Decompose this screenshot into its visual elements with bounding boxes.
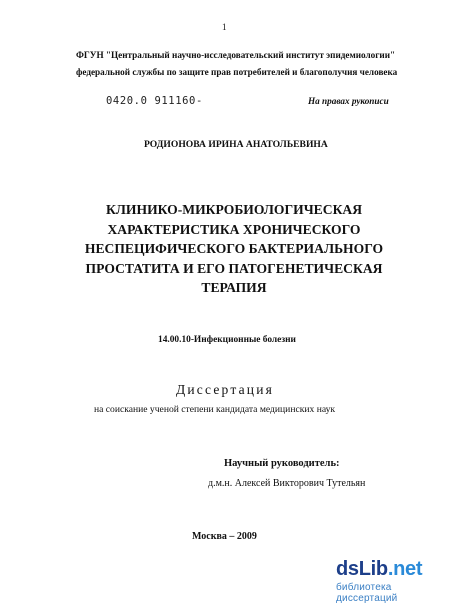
title-line: НЕСПЕЦИФИЧЕСКОГО БАКТЕРИАЛЬНОГО bbox=[84, 241, 384, 256]
watermark-subtitle: библиотека диссертаций bbox=[336, 582, 398, 604]
title-line: ПРОСТАТИТА И ЕГО ПАТОГЕНЕТИЧЕСКАЯ bbox=[85, 260, 383, 276]
watermark-logo-lib: Lib bbox=[358, 558, 388, 580]
institution-line-1: ФГУН "Центральный научно-исследовательский институт эпидемиологии" bbox=[76, 50, 396, 60]
title-line: ХАРАКТЕРИСТИКА ХРОНИЧЕСКОГО bbox=[107, 221, 361, 237]
author-name: РОДИОНОВА ИРИНА АНАТОЛЬЕВИНА bbox=[144, 139, 328, 150]
degree-description: на соискание ученой степени кандидата медицинских наук bbox=[94, 404, 336, 415]
watermark-logo-text bbox=[336, 558, 422, 580]
rights-note: На правах рукописи bbox=[308, 96, 389, 106]
specialty-code: 14.00.10-Инфекционные болезни bbox=[158, 335, 296, 345]
dissertation-title bbox=[84, 200, 384, 298]
supervisor-name: д.м.н. Алексей Викторович Тутельян bbox=[208, 478, 366, 489]
dslib-watermark-logo bbox=[336, 558, 448, 604]
archive-number: 0420.0 911160- bbox=[106, 95, 203, 107]
watermark-logo-ds: ds bbox=[336, 558, 359, 580]
supervisor-label: Научный руководитель: bbox=[224, 458, 340, 469]
page-number: 1 bbox=[222, 22, 227, 32]
title-line: КЛИНИКО-МИКРОБИОЛОГИЧЕСКАЯ bbox=[105, 202, 363, 217]
institution-line-2: федеральной службы по защите прав потребителей и благополучия человека bbox=[76, 67, 398, 77]
document-type: Диссертация bbox=[175, 382, 275, 397]
watermark-logo-net: .net bbox=[387, 558, 423, 580]
title-line: ТЕРАПИЯ bbox=[201, 280, 267, 295]
place-year: Москва – 2009 bbox=[192, 531, 257, 542]
